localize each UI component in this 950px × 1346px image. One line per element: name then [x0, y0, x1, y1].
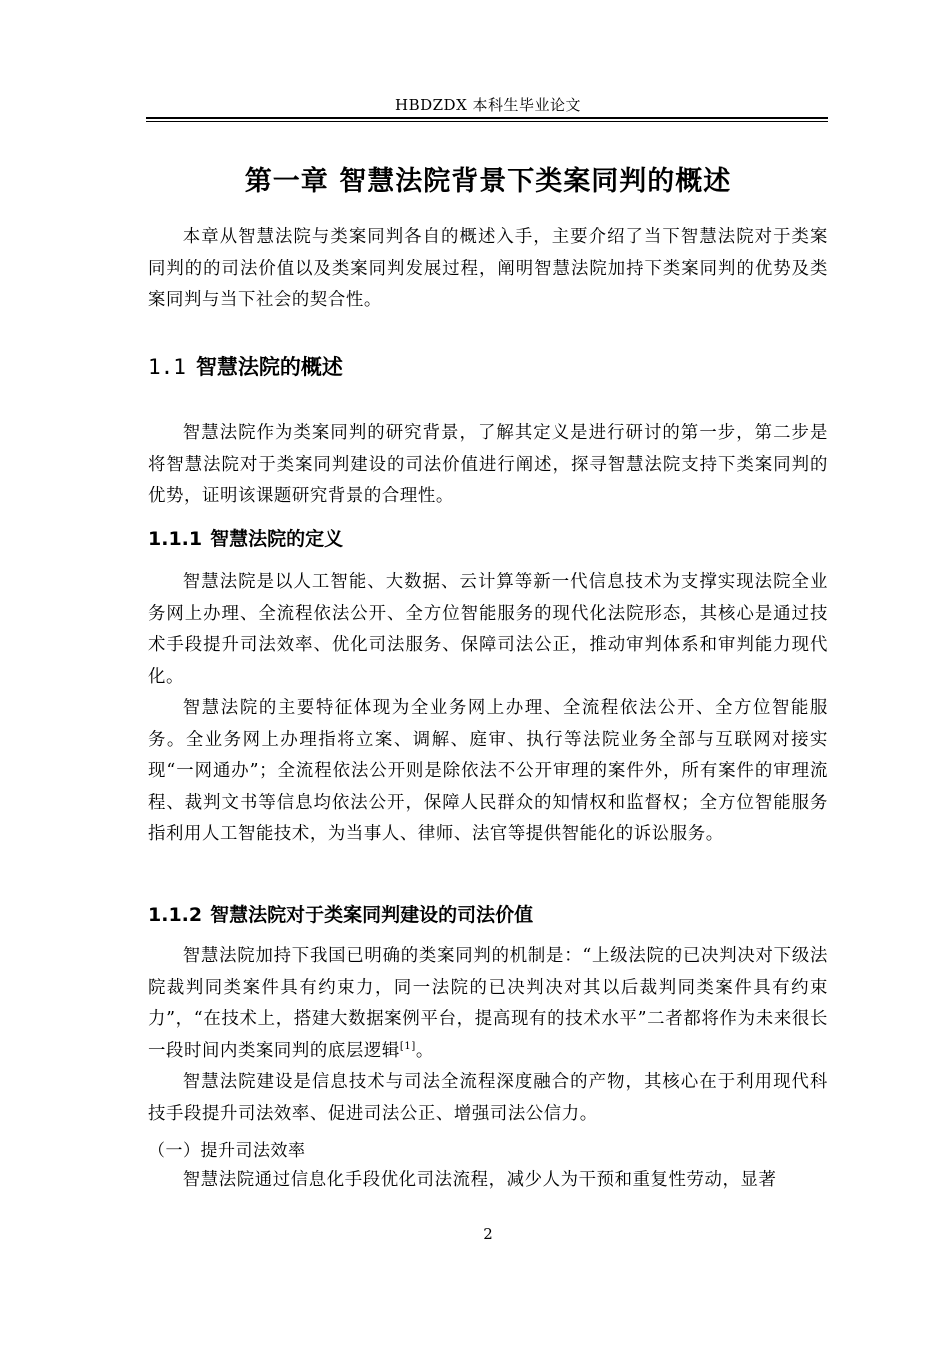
section-1-1-paragraph: 智慧法院作为类案同判的研究背景，了解其定义是进行研讨的第一步，第二步是将智慧法院对于类案同判建设的司法价值进行阐述，探寻智慧法院支持下类案同判的优势，证明该课题研究背景的合理性。	[148, 423, 828, 506]
paragraph-text: 智慧法院加持下我国已明确的类案同判的机制是：“上级法院的已决判决对下级法院裁判同类案件具有约束力，同一法院的已决判决对其以后裁判同类案件具有约束力”，“在技术上，搭建大数据案例平台，提高现有的技术水平”二者都将作为未来很长一段时间内类案同判的底层逻辑	[148, 946, 828, 1061]
section-1-1-heading	[148, 352, 828, 382]
section-1-1-1-heading	[148, 525, 828, 553]
subsection-title: 智慧法院的定义	[210, 528, 344, 550]
subsection-number: 1.1.1	[148, 528, 203, 550]
page-header: HBDZDX 本科生毕业论文	[394, 96, 582, 114]
judicial-value-paragraph-1	[148, 941, 828, 1067]
definition-paragraph-1: 智慧法院是以人工智能、大数据、云计算等新一代信息技术为支撑实现法院全业务网上办理、全流程依法公开、全方位智能服务的现代化法院形态，其核心是通过技术手段提升司法效率、优化司法服务、保障司法公正，推动审判体系和审判能力现代化。	[148, 572, 828, 687]
judicial-value-paragraph-3: 智慧法院通过信息化手段优化司法流程，减少人为干预和重复性劳动，显著	[182, 1170, 777, 1190]
header-rule	[146, 117, 828, 119]
intro-paragraph: 本章从智慧法院与类案同判各自的概述入手，主要介绍了当下智慧法院对于类案同判的的司法价值以及类案同判发展过程，阐明智慧法院加持下类案同判的优势及类案同判与当下社会的契合性。	[148, 227, 828, 310]
section-number: 1.1	[148, 355, 186, 379]
list-heading-efficiency: （一）提升司法效率	[148, 1141, 306, 1161]
chapter-title: 第一章 智慧法院背景下类案同判的概述	[244, 166, 732, 197]
section-title: 智慧法院的概述	[195, 355, 343, 379]
citation-reference[interactable]: [1]	[399, 1040, 416, 1052]
section-1-1-2-heading	[148, 901, 828, 929]
subsection-number: 1.1.2	[148, 904, 203, 926]
paragraph-end: 。	[415, 1040, 434, 1061]
page-number: 2	[483, 1225, 493, 1243]
definition-paragraph-2: 智慧法院的主要特征体现为全业务网上办理、全流程依法公开、全方位智能服务。全业务网上办理指将立案、调解、庭审、执行等法院业务全部与互联网对接实现“一网通办”；全流程依法公开则是除依法不公开审理的案件外，所有案件的审理流程、裁判文书等信息均依法公开，保障人民群众的知情权和监督权；全方位智能服务指利用人工智能技术，为当事人、律师、法官等提供智能化的诉讼服务。	[148, 698, 828, 844]
header-rule-thin	[146, 121, 828, 122]
judicial-value-paragraph-2: 智慧法院建设是信息技术与司法全流程深度融合的产物，其核心在于利用现代科技手段提升司法效率、促进司法公正、增强司法公信力。	[148, 1072, 828, 1124]
subsection-title: 智慧法院对于类案同判建设的司法价值	[210, 904, 534, 926]
